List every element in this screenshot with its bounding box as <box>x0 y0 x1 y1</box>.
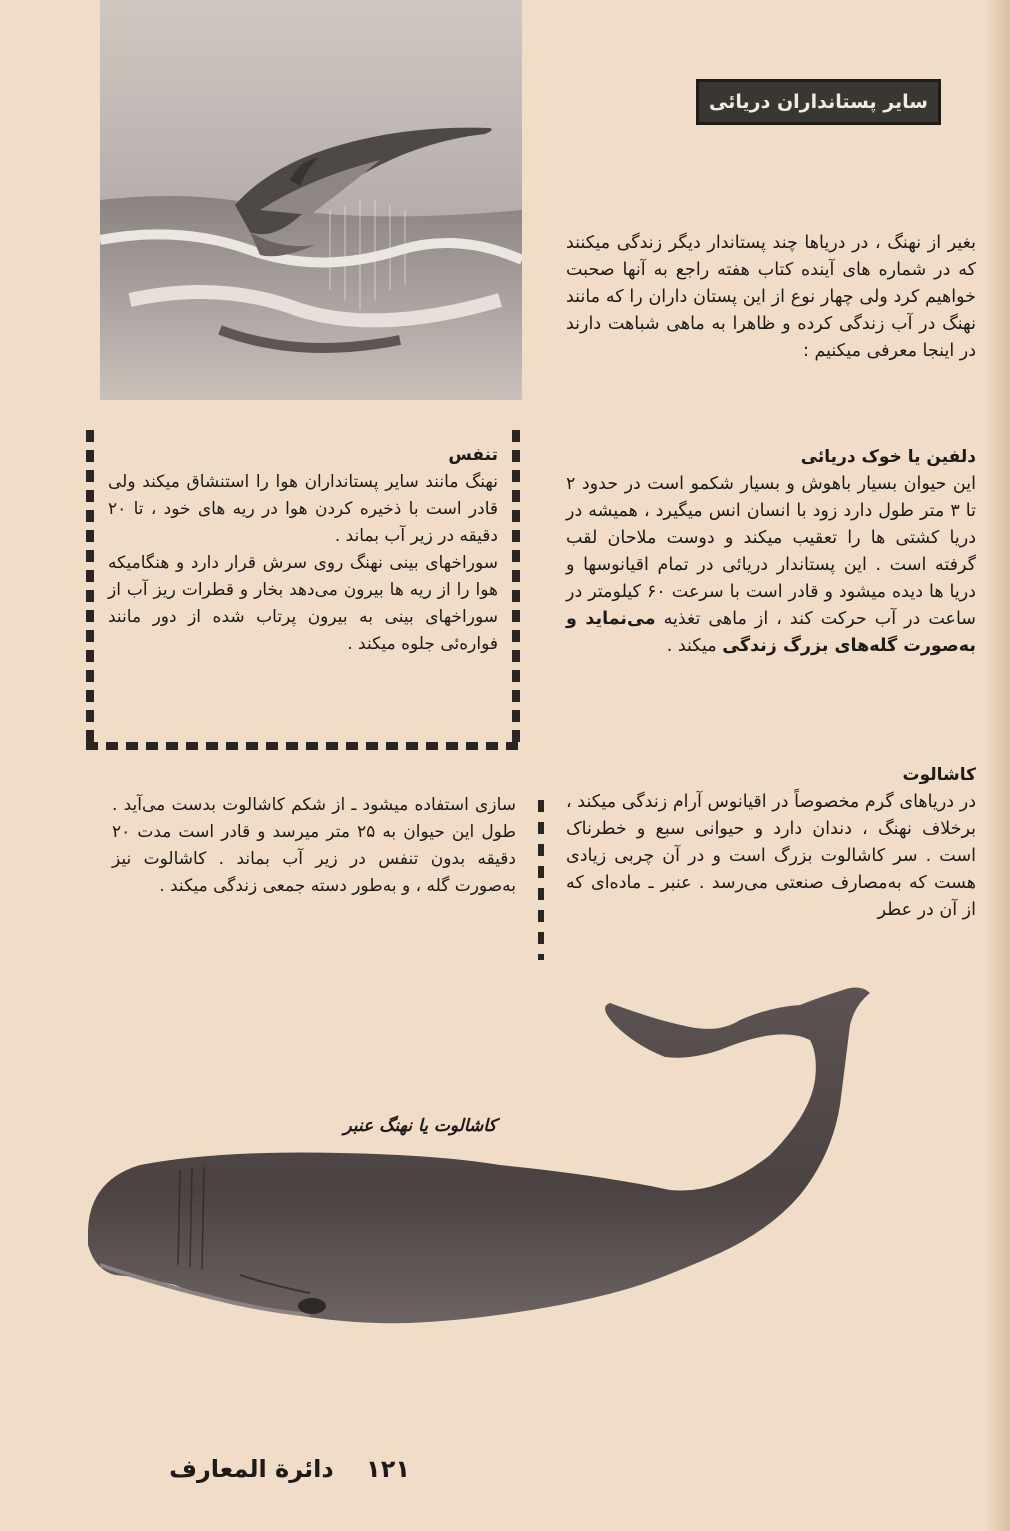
page-footer <box>150 1455 410 1483</box>
continuation-paragraph <box>112 792 516 900</box>
intro-text: بغیر از نهنگ ، در دریاها چند پستاندار دیگر زندگی میکنند که در شماره های آینده کتاب هفته راجع به آنها صحبت خواهیم کرد ولی چهار نوع از این پستان داران را که مانند نهنگ در آب زندگی کرده و ظاهرا به ماهی شباهت دارند در اینجا معرفی میکنیم : <box>566 233 976 361</box>
dolphin-text-bold: می‌نماید و به‌صورت گله‌های بزرگ زندگی <box>566 609 976 656</box>
page-edge <box>984 0 1010 1531</box>
continuation-text: سازی استفاده میشود ـ از شکم کاشالوت بدست می‌آید . طول این حیوان به ۲۵ متر میرسد و قادر است مدت ۲۰ دقیقه بدون تنفس در زیر آب بماند . کاشالوت نیز به‌صورت گله ، و به‌طور دسته جمعی زندگی میکند . <box>112 795 516 896</box>
dolphin-text-1: این حیوان بسیار باهوش و بسیار شکمو است در حدود ۲ تا ۳ متر طول دارد زود با انسان انس میگیرد ، همیشه در دریا کشتی ها را تعقیب میکند و دوست ملاحان لقب گرفته است . این پستاندار دریائی در تمام اقیانوسها و دریا ها دیده میشود و قادر است با سرعت ۶۰ کیلومتر در ساعت در آب حرکت کند ، از ماهی تغذیه <box>566 474 976 629</box>
dolphin-photo <box>100 0 522 400</box>
breathing-text <box>108 442 498 658</box>
whale-caption: کاشالوت یا نهنگ عنبر <box>343 1116 497 1136</box>
breathing-heading: تنفس <box>448 445 498 465</box>
sperm-whale-illustration <box>80 985 940 1415</box>
cachalot-section <box>566 762 976 924</box>
box-border-right <box>512 430 520 742</box>
breathing-paragraph-2: سوراخهای بینی نهنگ روی سرش قرار دارد و هنگامیکه هوا را از ریه ها بیرون می‌دهد بخار و قطرات ریز آب از سوراخهای بینی به بیرون پرتاب شده از دور مانند فواره‌ئی جلوه میکند . <box>108 553 498 654</box>
box-border-left <box>86 430 94 742</box>
dolphin-heading: دلفین یا خوک دریائی <box>800 447 976 467</box>
column-divider <box>538 800 544 960</box>
box-border-bottom <box>86 742 520 750</box>
dolphin-text-2: میکند . <box>666 636 717 656</box>
page-number: ۱۲۱ <box>366 1455 410 1483</box>
breathing-paragraph-1: نهنگ مانند سایر پستانداران هوا را استنشاق میکند ولی قادر است با ذخیره کردن هوا در ریه های خود ، تا ۲۰ دقیقه در زیر آب بماند . <box>108 472 498 546</box>
dolphin-section <box>566 444 976 660</box>
breathing-box <box>86 430 520 750</box>
cachalot-text: در دریاهای گرم مخصوصاً در اقیانوس آرام زندگی میکند ، برخلاف نهنگ ، دندان دارد و حیوانی سبع و خطرناک است . سر کاشالوت بزرگ است و در آن چربی زیادی هست که به‌مصارف صنعتی می‌رسد . عنبر ـ ماده‌ای که از آن در عطر <box>566 792 976 920</box>
cachalot-heading: کاشالوت <box>902 765 976 785</box>
section-title: سایر پستانداران دریائی <box>696 79 941 125</box>
dolphin-text <box>566 471 976 660</box>
journal-name: دائرة المعارف <box>169 1455 334 1483</box>
intro-paragraph <box>566 230 976 365</box>
